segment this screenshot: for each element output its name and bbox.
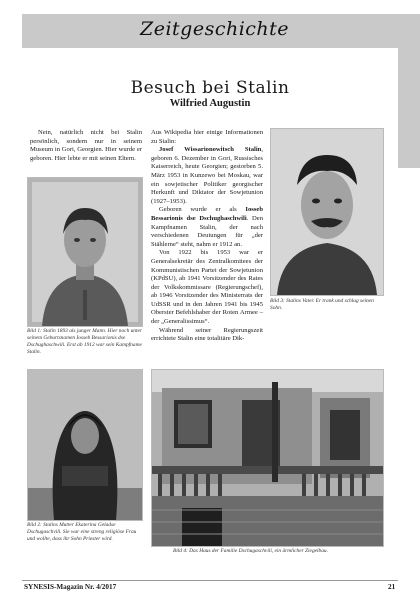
caption-bild-1: Bild 1: Stalin 1893 als junger Mann. Hier noch unter seinem Geburtsnamen Iosseb Bessarionis dse Dschughaschwili. Erst ab 1912 war sein Kampfname Stalin. xyxy=(27,328,142,355)
birthname-paragraph: . Den Kampfnamen Stalin, der nach verschiedenen Deutungen für „der Stählerne“ steht, nahm er 1912 an. xyxy=(151,214,263,248)
footer-magazine: SYNESIS-Magazin Nr. 4/2017 xyxy=(24,583,117,591)
caption-bild-2: Bild 2: Stalins Mutter Ekaterina Geladse Dschugaschvili. Sie war eine streng religiöse Frau und wollte, dass ihr Sohn Priester wird. xyxy=(27,522,137,542)
career-paragraph: Von 1922 bis 1953 war er Generalsekretär des Zentralkomitees der Kommunistischen Partei der Sowjetunion (KPdSU), ab 1941 Vorsitzender des Rates der Volkskommissare (Regierungschef), ab 1946 Vorsitzender des Ministerrats der UdSSR und in den Jahren 1941 bis 1945 Oberster Befehlshaber der Roten Armee – der „Generalissimus“. xyxy=(151,249,263,326)
photo-young-stalin xyxy=(27,177,143,327)
footer-page-number: 21 xyxy=(388,583,396,591)
bio-paragraph: , geboren 6. Dezember in Gori, Russisches Kaiserreich, heute Georgien; gestorben 5. März 1953 in Kunzewo bei Moskau, war ein sowjetischer Politiker georgischer Herkunft und Diktator der Sowjetunion (1927–1953). xyxy=(151,146,263,205)
column-1-text xyxy=(30,129,142,163)
intro-paragraph: Nein, natürlich nicht bei Stalin persönlich, sondern nur in seinem Museum in Gori, Georgien. Hier wurde er geboren. Hier lebte er mit seinen Eltern. xyxy=(30,129,142,162)
birthname-prefix: Geboren wurde er als xyxy=(159,206,246,214)
name-bold: Josef Wissarionowitsch Stalin xyxy=(159,146,262,154)
article-author: Wilfried Augustin xyxy=(169,98,251,109)
photo-stalin-father xyxy=(270,128,384,296)
section-title: Zeitgeschichte xyxy=(140,18,290,40)
birthname-bold: Iosseb Bessarionis dse Dschughaschwili xyxy=(151,206,263,222)
caption-bild-3: Bild 3: Stalins Vater. Er trank und schlug seinen Sohn. xyxy=(270,298,374,311)
column-2-text xyxy=(151,129,263,344)
photo-family-house xyxy=(151,369,384,547)
caption-bild-4: Bild 4: Das Haus der Familie Dschugaschvili, ein ärmlicher Ziegelbau. xyxy=(173,548,328,554)
regime-paragraph: Während seiner Regierungszeit errichtete Stalin eine totalitäre Dik- xyxy=(151,326,263,343)
article-title: Besuch bei Stalin xyxy=(130,78,290,98)
wiki-intro: Aus Wikipedia hier einige Informationen zu Stalin: xyxy=(151,129,263,145)
photo-stalin-mother xyxy=(27,369,143,521)
